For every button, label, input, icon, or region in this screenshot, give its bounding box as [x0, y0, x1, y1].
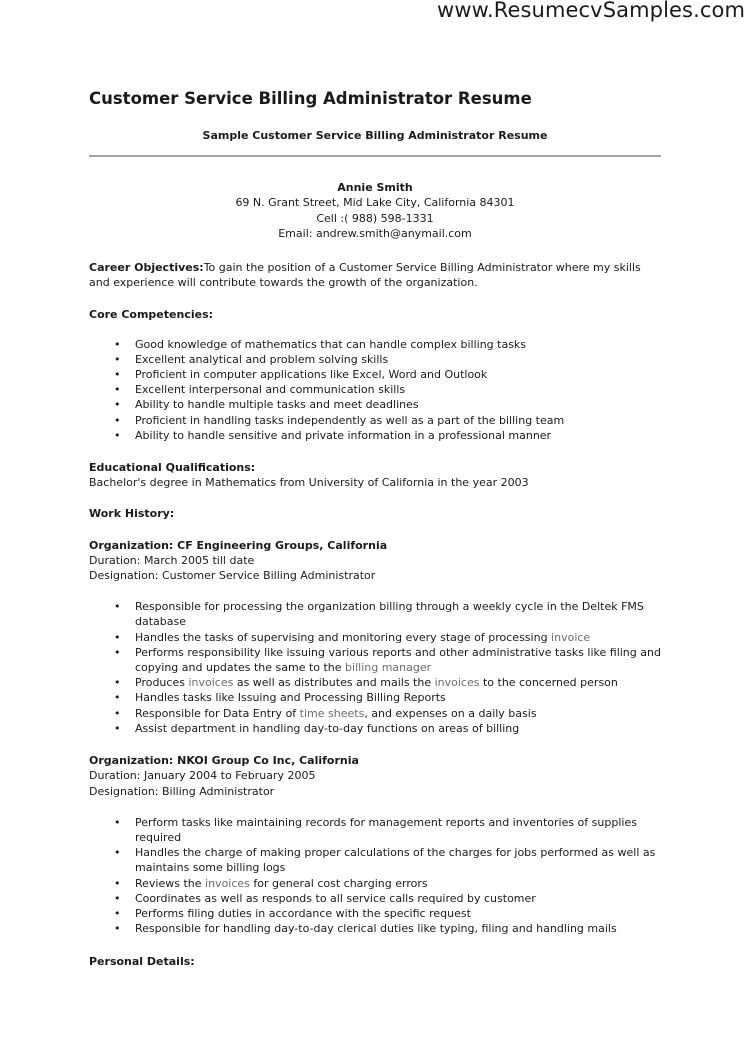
bullet-icon: •	[114, 630, 121, 644]
education-text: Bachelor's degree in Mathematics from University of California in the year 2003	[89, 476, 529, 490]
page-subtitle: Sample Customer Service Billing Administrator Resume	[202, 129, 548, 142]
job-entry	[89, 538, 661, 736]
duty-item	[89, 845, 661, 875]
bullet-icon: •	[114, 846, 121, 860]
bullet-icon: •	[114, 676, 121, 690]
bullet-icon: •	[114, 383, 121, 397]
header-divider	[89, 155, 661, 157]
bullet-icon: •	[114, 352, 121, 366]
contact-cell: Cell :( 988) 598-1331	[316, 211, 434, 225]
job-designation: Designation: Billing Administrator	[89, 784, 275, 798]
duty-item	[89, 815, 661, 845]
bullet-icon: •	[114, 428, 121, 442]
job-duration: Duration: March 2005 till date	[89, 553, 255, 567]
resume-document	[89, 88, 661, 970]
duty-item	[89, 921, 661, 936]
duty-text: Responsible for processing the organization billing through a weekly cycle in the Deltek FMS database	[135, 600, 644, 629]
duty-item	[89, 630, 661, 645]
duty-text: Produces	[135, 676, 189, 690]
career-objectives-label: Career Objectives:	[89, 261, 204, 275]
bullet-icon: •	[114, 815, 121, 829]
bullet-icon: •	[114, 706, 121, 720]
education-heading: Educational Qualifications:	[89, 461, 256, 475]
duty-text: Performs filing duties in accordance with the specific request	[135, 906, 471, 920]
job-organization: Organization: CF Engineering Groups, California	[89, 538, 388, 552]
bullet-icon: •	[114, 413, 121, 427]
core-competencies-list	[89, 337, 661, 443]
duty-text: to the concerned person	[479, 676, 618, 690]
bullet-icon: •	[114, 691, 121, 705]
bullet-icon: •	[114, 906, 121, 920]
keyword-link[interactable]: billing manager	[345, 661, 432, 675]
bullet-icon: •	[114, 876, 121, 890]
job-entry	[89, 753, 661, 936]
competency-item	[89, 397, 661, 412]
bullet-icon: •	[114, 721, 121, 735]
job-duration: Duration: January 2004 to February 2005	[89, 769, 316, 783]
competency-item	[89, 337, 661, 352]
bullet-icon: •	[114, 922, 121, 936]
competency-item	[89, 413, 661, 428]
job-duties-list	[89, 599, 661, 736]
competency-item	[89, 428, 661, 443]
competency-item	[89, 382, 661, 397]
duty-item	[89, 599, 661, 629]
page-title: Customer Service Billing Administrator Resume	[89, 89, 532, 108]
duty-text: Handles tasks like Issuing and Processing Billing Reports	[135, 691, 446, 705]
site-url-watermark: www.ResumecvSamples.com	[437, 0, 745, 22]
keyword-link[interactable]: invoice	[551, 630, 591, 644]
duty-item	[89, 690, 661, 705]
job-designation: Designation: Customer Service Billing Administrator	[89, 569, 376, 583]
contact-block	[89, 180, 661, 241]
keyword-link[interactable]: invoices	[188, 676, 234, 690]
core-competencies-heading: Core Competencies:	[89, 308, 214, 322]
duty-text: Responsible for handling day-to-day clerical duties like typing, filing and handling mails	[135, 922, 617, 936]
competency-text: Ability to handle sensitive and private information in a professional manner	[135, 428, 552, 442]
personal-details-heading: Personal Details:	[89, 955, 195, 969]
duty-item	[89, 891, 661, 906]
duty-item	[89, 906, 661, 921]
keyword-link[interactable]: invoices	[205, 876, 250, 890]
duty-text: Reviews the	[135, 876, 206, 890]
bullet-icon: •	[114, 337, 121, 351]
career-objectives-text: To gain the position of a Customer Service Billing Administrator where my skills and experience will contribute towards the growth of the organization.	[89, 261, 641, 290]
competency-text: Excellent interpersonal and communication skills	[135, 383, 406, 397]
bullet-icon: •	[114, 398, 121, 412]
competency-item	[89, 367, 661, 382]
competency-text: Good knowledge of mathematics that can handle complex billing tasks	[135, 337, 527, 351]
bullet-icon: •	[114, 368, 121, 382]
bullet-icon: •	[114, 645, 121, 659]
duty-item	[89, 876, 661, 891]
duty-text: Handles the tasks of supervising and monitoring every stage of processing	[135, 630, 552, 644]
competency-text: Proficient in handling tasks independently as well as a part of the billing team	[135, 413, 565, 427]
bullet-icon: •	[114, 891, 121, 905]
duty-item	[89, 675, 661, 690]
keyword-link[interactable]: invoices	[434, 676, 480, 690]
duty-text: Handles the charge of making proper calculations of the charges for jobs performed as well as maintains some billing logs	[135, 846, 656, 875]
duty-item	[89, 706, 661, 721]
competency-text: Proficient in computer applications like Excel, Word and Outlook	[135, 368, 488, 382]
duty-item	[89, 721, 661, 736]
duty-text: Assist department in handling day-to-day functions on areas of billing	[135, 721, 520, 735]
career-objectives-section	[89, 260, 661, 290]
duty-text: as well as distributes and mails the	[233, 676, 435, 690]
contact-name: Annie Smith	[337, 181, 413, 195]
competency-text: Ability to handle multiple tasks and meet deadlines	[135, 398, 419, 412]
job-organization: Organization: NKOI Group Co Inc, California	[89, 754, 359, 768]
duty-item	[89, 645, 661, 675]
keyword-link[interactable]: time sheets	[299, 706, 365, 720]
contact-address: 69 N. Grant Street, Mid Lake City, California 84301	[235, 196, 515, 210]
duty-text: for general cost charging errors	[249, 876, 428, 890]
work-history-jobs	[89, 538, 661, 937]
competency-text: Excellent analytical and problem solving skills	[135, 352, 389, 366]
duty-text: Coordinates as well as responds to all service calls required by customer	[135, 891, 536, 905]
duty-text: Perform tasks like maintaining records for management reports and inventories of supplies required	[135, 815, 637, 844]
duty-text: Responsible for Data Entry of	[135, 706, 300, 720]
bullet-icon: •	[114, 600, 121, 614]
contact-email: Email: andrew.smith@anymail.com	[278, 226, 472, 240]
work-history-heading: Work History:	[89, 507, 175, 521]
competency-item	[89, 352, 661, 367]
duty-text: Performs responsibility like issuing various reports and other administrative tasks like filing and copying and updates the same to the	[135, 645, 661, 675]
duty-text: , and expenses on a daily basis	[364, 706, 537, 720]
job-duties-list	[89, 815, 661, 937]
